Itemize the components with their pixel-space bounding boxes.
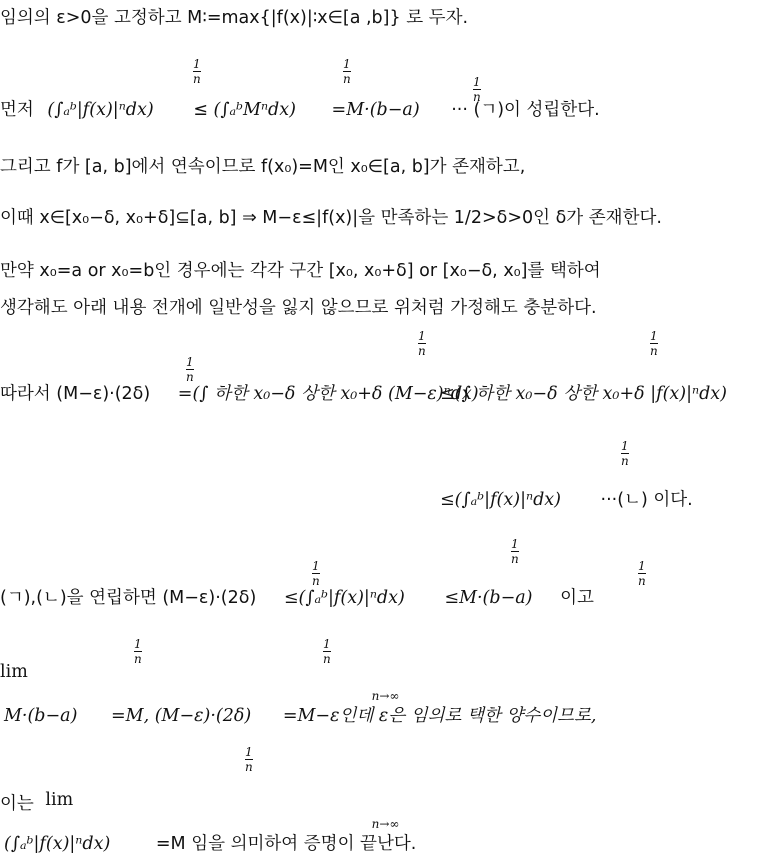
text-generality: 생각해도 아래 내용 전개에 일반성을 잃지 않으므로 위처럼 가정해도 충분하다.: [0, 298, 597, 318]
M-times-length: ≤M·(b−a): [444, 588, 533, 608]
line-7-right: [440, 382, 771, 406]
text-continuity: 그리고 f가 [a, b]에서 연속이므로 f(x₀)=M인 x₀∈[a, b]가 존재하고,: [0, 157, 526, 177]
text-define-max: 임의의 ε>0을 고정하고 M∶=max{|f(x)|∶x∈[a ,b]} 로 두자.: [0, 8, 469, 28]
line-5: [0, 259, 771, 283]
text-endpoint-case: 만약 x₀=a or x₀=b인 경우에는 각각 구간 [x₀, x₀+δ] or [x₀−δ, x₀]를 택하여: [0, 261, 601, 281]
M-times-length: M·(b−a): [4, 706, 78, 726]
limit-operator: lim n→∞: [0, 662, 400, 703]
text-equation-2: ···(ㄴ) 이다.: [600, 490, 693, 510]
text-and: 이고: [560, 588, 594, 608]
exponent-1-over-n: 1 n: [186, 355, 194, 384]
exponent-1-over-n: 1 n: [323, 637, 331, 666]
text-this-is: 이는: [0, 794, 34, 814]
integral-M-power-n: (∫ₐᵇMⁿdx): [213, 100, 296, 120]
leq-sign: ≤: [193, 100, 208, 120]
integral-f-local: ≤(∫ 하한 x₀−δ 상한 x₀+δ |f(x)|ⁿdx): [440, 384, 727, 404]
M-times-length: =M·(b−a): [331, 100, 420, 120]
text-therefore: 따라서 (M−ε)·(2δ): [0, 384, 151, 404]
line-6: [0, 296, 771, 320]
limit-equals-M: =M, (M−ε)·(2δ): [111, 706, 252, 726]
exponent-1-over-n: 1 n: [245, 745, 253, 774]
exponent-1-over-n: 1 n: [473, 75, 481, 104]
text-limit-eps: =M−ε인데 ε은 임의로 택한 양수이므로,: [282, 706, 597, 726]
exponent-1-over-n: 1 n: [343, 57, 351, 86]
integral-f-whole: (∫ₐᵇ|f(x)|ⁿdx): [4, 834, 111, 854]
text-proof-complete: =M 임을 의미하여 증명이 끝난다.: [155, 834, 417, 854]
integral-f-power-n: (∫ₐᵇ|f(x)|ⁿdx): [47, 100, 154, 120]
line-1: [0, 6, 771, 30]
text-equation-1-holds: ··· (ㄱ)이 성립한다.: [451, 100, 600, 120]
exponent-1-over-n: 1 n: [638, 559, 646, 588]
integral-M-minus-eps: =(∫ 하한 x₀−δ 상한 x₀+δ (M−ε)ⁿdx): [177, 384, 479, 404]
line-3: [0, 155, 771, 179]
exponent-1-over-n: 1 n: [621, 439, 629, 468]
limit-operator: lim n→∞: [45, 790, 400, 831]
line-8: [440, 488, 771, 512]
exponent-1-over-n: 1 n: [418, 329, 426, 358]
text-first: 먼저: [0, 100, 34, 120]
exponent-1-over-n: 1 n: [650, 329, 658, 358]
exponent-1-over-n: 1 n: [134, 637, 142, 666]
exponent-1-over-n: 1 n: [511, 537, 519, 566]
line-10: [0, 664, 771, 728]
text-delta-exists: 이때 x∈[x₀−δ, x₀+δ]⊆[a, b] ⇒ M−ε≤|f(x)|을 만족하는 1/2>δ>0인 δ가 존재한다.: [0, 208, 662, 228]
line-9: [0, 586, 771, 610]
exponent-1-over-n: 1 n: [193, 57, 201, 86]
integral-f-whole: ≤(∫ₐᵇ|f(x)|ⁿdx): [283, 588, 405, 608]
exponent-1-over-n: 1 n: [312, 559, 320, 588]
line-11: [0, 792, 771, 856]
text-combine: (ㄱ),(ㄴ)을 연립하면 (M−ε)·(2δ): [0, 588, 257, 608]
line-4: [0, 206, 771, 230]
line-2: [0, 98, 771, 122]
integral-f-whole: ≤(∫ₐᵇ|f(x)|ⁿdx): [440, 490, 561, 510]
